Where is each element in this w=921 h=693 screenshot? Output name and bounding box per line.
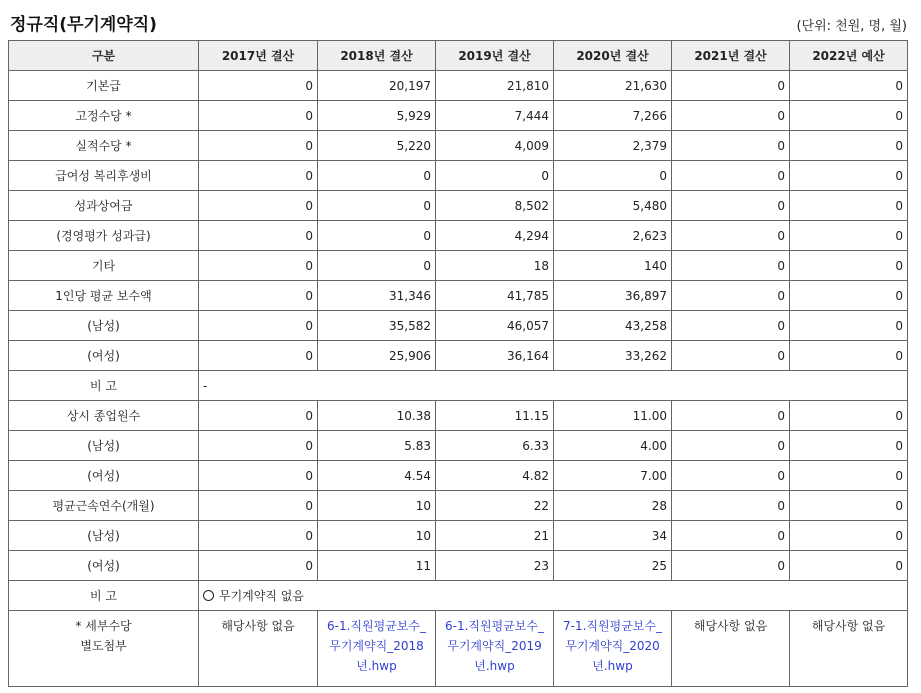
table-cell: 21: [436, 521, 554, 551]
table-cell: 4.82: [436, 461, 554, 491]
table-cell: 4.00: [554, 431, 672, 461]
row-label: 실적수당 *: [9, 131, 199, 161]
table-cell: 4,009: [436, 131, 554, 161]
table-cell: 6.33: [436, 431, 554, 461]
table-cell: 25: [554, 551, 672, 581]
table-cell: 0: [199, 401, 318, 431]
table-cell: 0: [790, 221, 908, 251]
row-label: (여성): [9, 341, 199, 371]
attachment-link-2020[interactable]: 7-1.직원평균보수_무기계약직_2020년.hwp: [563, 619, 662, 673]
table-cell: 0: [199, 551, 318, 581]
table-cell: 0: [199, 131, 318, 161]
row-label: (여성): [9, 461, 199, 491]
note-row: [9, 371, 908, 401]
table-cell: 10: [318, 491, 436, 521]
attachment-label: [9, 611, 199, 687]
table-cell: 10: [318, 521, 436, 551]
table-cell: 0: [790, 521, 908, 551]
table-row: [9, 341, 908, 371]
table-cell: 33,262: [554, 341, 672, 371]
page-header: [0, 0, 921, 36]
table-cell: 46,057: [436, 311, 554, 341]
table-cell: 0: [672, 131, 790, 161]
table-cell: 23: [436, 551, 554, 581]
unit-label: (단위: 천원, 명, 월): [796, 19, 907, 34]
note-label: 비 고: [9, 581, 199, 611]
table-row: [9, 461, 908, 491]
table-cell: 0: [199, 161, 318, 191]
attachment-row: [9, 611, 908, 687]
table-row: [9, 551, 908, 581]
table-cell: 0: [672, 551, 790, 581]
table-cell: 0: [672, 221, 790, 251]
column-header: 2020년 결산: [554, 41, 672, 71]
table-cell: 11.00: [554, 401, 672, 431]
table-cell: 4.54: [318, 461, 436, 491]
column-header: 구분: [9, 41, 199, 71]
note-text: [199, 581, 908, 611]
attachment-2018: [318, 611, 436, 687]
table-cell: 0: [199, 251, 318, 281]
attachment-2022: 해당사항 없음: [790, 611, 908, 687]
row-label: (남성): [9, 521, 199, 551]
table-cell: 4,294: [436, 221, 554, 251]
row-label: (여성): [9, 551, 199, 581]
row-label: 평균근속연수(개월): [9, 491, 199, 521]
table-cell: 0: [199, 341, 318, 371]
row-label: (경영평가 성과급): [9, 221, 199, 251]
table-cell: 0: [672, 461, 790, 491]
table-cell: 18: [436, 251, 554, 281]
table-cell: 0: [199, 221, 318, 251]
table-cell: 0: [790, 251, 908, 281]
table-cell: 11: [318, 551, 436, 581]
table-row: [9, 281, 908, 311]
table-cell: 28: [554, 491, 672, 521]
table-cell: 7,266: [554, 101, 672, 131]
table-cell: 2,623: [554, 221, 672, 251]
table-cell: 140: [554, 251, 672, 281]
row-label: 상시 종업원수: [9, 401, 199, 431]
table-cell: 0: [790, 341, 908, 371]
table-cell: 0: [199, 431, 318, 461]
column-header: 2019년 결산: [436, 41, 554, 71]
table-cell: 0: [199, 521, 318, 551]
table-row: [9, 131, 908, 161]
table-cell: 5,220: [318, 131, 436, 161]
table-cell: 0: [318, 191, 436, 221]
table-cell: 20,197: [318, 71, 436, 101]
table-cell: 0: [672, 251, 790, 281]
table-cell: 0: [672, 311, 790, 341]
circle-icon: [203, 590, 214, 601]
row-label: 급여성 복리후생비: [9, 161, 199, 191]
table-cell: 0: [199, 461, 318, 491]
note-text-value: 무기계약직 없음: [219, 589, 304, 603]
table-cell: 7,444: [436, 101, 554, 131]
table-cell: 0: [672, 341, 790, 371]
table-cell: 0: [672, 281, 790, 311]
table-cell: 5,480: [554, 191, 672, 221]
table-cell: 43,258: [554, 311, 672, 341]
table-cell: 25,906: [318, 341, 436, 371]
table-row: [9, 431, 908, 461]
table-cell: 22: [436, 491, 554, 521]
row-label: 성과상여금: [9, 191, 199, 221]
table-cell: 21,810: [436, 71, 554, 101]
table-cell: 0: [199, 101, 318, 131]
column-header: 2021년 결산: [672, 41, 790, 71]
table-cell: 0: [790, 161, 908, 191]
table-cell: 0: [199, 281, 318, 311]
page-title: 정규직(무기계약직): [10, 15, 157, 35]
table-cell: 7.00: [554, 461, 672, 491]
row-label: (남성): [9, 431, 199, 461]
column-header: 2017년 결산: [199, 41, 318, 71]
row-label: (남성): [9, 311, 199, 341]
table-cell: 0: [790, 461, 908, 491]
attachment-2019: [436, 611, 554, 687]
table-row: [9, 161, 908, 191]
attachment-2021: 해당사항 없음: [672, 611, 790, 687]
table-row: [9, 311, 908, 341]
table-row: [9, 251, 908, 281]
table-cell: 0: [672, 71, 790, 101]
table-cell: 5.83: [318, 431, 436, 461]
table-cell: 0: [790, 551, 908, 581]
table-cell: 0: [790, 101, 908, 131]
table-cell: 8,502: [436, 191, 554, 221]
table-cell: 2,379: [554, 131, 672, 161]
table-row: [9, 491, 908, 521]
table-cell: 10.38: [318, 401, 436, 431]
table-cell: 0: [790, 281, 908, 311]
table-cell: 0: [672, 431, 790, 461]
row-label: 기본급: [9, 71, 199, 101]
table-cell: 0: [199, 491, 318, 521]
table-row: [9, 401, 908, 431]
row-label: 1인당 평균 보수액: [9, 281, 199, 311]
salary-table: [8, 40, 908, 687]
table-cell: 35,582: [318, 311, 436, 341]
table-cell: 0: [554, 161, 672, 191]
row-label: 고정수당 *: [9, 101, 199, 131]
table-cell: 21,630: [554, 71, 672, 101]
table-cell: 0: [318, 221, 436, 251]
table-cell: 0: [790, 401, 908, 431]
attachment-label-line2: 별도첨부: [80, 639, 127, 653]
table-header-row: [9, 41, 908, 71]
table-cell: 36,897: [554, 281, 672, 311]
table-cell: 0: [672, 161, 790, 191]
table-cell: 0: [436, 161, 554, 191]
attachment-label-line1: * 세부수당: [75, 619, 132, 633]
table-cell: 0: [790, 311, 908, 341]
table-cell: 0: [672, 401, 790, 431]
table-cell: 0: [790, 71, 908, 101]
attachment-2020: [554, 611, 672, 687]
table-cell: 0: [199, 71, 318, 101]
table-cell: 0: [790, 491, 908, 521]
note-label: 비 고: [9, 371, 199, 401]
table-cell: 34: [554, 521, 672, 551]
table-cell: 0: [199, 191, 318, 221]
note-row: [9, 581, 908, 611]
table-cell: 0: [672, 101, 790, 131]
table-cell: 0: [790, 191, 908, 221]
table-cell: 5,929: [318, 101, 436, 131]
table-cell: 11.15: [436, 401, 554, 431]
attachment-link-2018[interactable]: 6-1.직원평균보수_무기계약직_2018년.hwp: [327, 619, 426, 673]
table-row: [9, 521, 908, 551]
table-cell: 0: [199, 311, 318, 341]
table-cell: 0: [672, 521, 790, 551]
table-row: [9, 191, 908, 221]
row-label: 기타: [9, 251, 199, 281]
table-cell: 0: [318, 251, 436, 281]
table-cell: 36,164: [436, 341, 554, 371]
table-cell: 0: [790, 131, 908, 161]
attachment-2017: 해당사항 없음: [199, 611, 318, 687]
table-cell: 0: [672, 491, 790, 521]
table-cell: 31,346: [318, 281, 436, 311]
table-cell: 41,785: [436, 281, 554, 311]
table-cell: 0: [672, 191, 790, 221]
column-header: 2018년 결산: [318, 41, 436, 71]
table-cell: 0: [318, 161, 436, 191]
table-row: [9, 71, 908, 101]
table-cell: 0: [790, 431, 908, 461]
table-row: [9, 101, 908, 131]
attachment-link-2019[interactable]: 6-1.직원평균보수_무기계약직_2019년.hwp: [445, 619, 544, 673]
note-text: -: [199, 371, 908, 401]
table-row: [9, 221, 908, 251]
column-header: 2022년 예산: [790, 41, 908, 71]
